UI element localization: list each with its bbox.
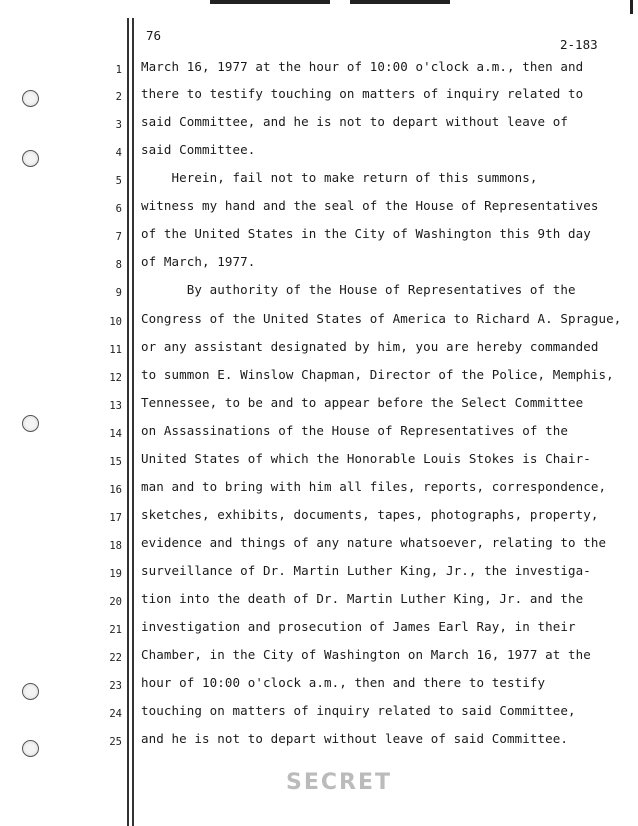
body-text-line: said Committee, and he is not to depart without leave of [141,114,569,129]
body-text-line: hour of 10:00 o'clock a.m., then and there to testify [141,675,546,690]
top-redaction-bar [350,0,450,4]
body-text-line: Chamber, in the City of Washington on March 16, 1977 at the [141,647,591,662]
body-text-line: of March, 1977. [141,254,256,269]
body-text-line: said Committee. [141,142,256,157]
line-number: 10 [109,316,122,328]
line-number: 21 [109,624,122,636]
line-number: 15 [109,456,122,468]
line-number: 20 [109,596,122,608]
line-number: 19 [109,568,122,580]
body-text-line: witness my hand and the seal of the House of Representatives [141,198,599,213]
line-number: 3 [115,119,122,131]
line-number: 11 [109,344,122,356]
body-text-line: sketches, exhibits, documents, tapes, photographs, property, [141,507,599,522]
body-text-line: surveillance of Dr. Martin Luther King, Jr., the investiga- [141,563,591,578]
left-margin-rule [132,18,134,826]
body-text-line: investigation and prosecution of James Earl Ray, in their [141,619,576,634]
line-number: 22 [109,652,122,664]
line-number: 25 [109,736,122,748]
classification-stamp: SECRET [286,770,392,795]
document-id: 2-183 [560,37,598,52]
line-number: 13 [109,400,122,412]
left-margin-rule [127,18,129,826]
body-text-line: Congress of the United States of America to Richard A. Sprague, [141,311,622,326]
line-number: 23 [109,680,122,692]
body-text-line: evidence and things of any nature whatsoever, relating to the [141,535,607,550]
punch-hole [22,740,39,757]
line-number: 7 [115,231,122,243]
body-text-line: or any assistant designated by him, you are hereby commanded [141,339,599,354]
body-text-line: to summon E. Winslow Chapman, Director of the Police, Memphis, [141,367,614,382]
line-number: 1 [115,64,122,76]
body-text-line: Tennessee, to be and to appear before the Select Committee [141,395,584,410]
line-number: 9 [115,287,122,299]
body-text-line: of the United States in the City of Washington this 9th day [141,226,591,241]
body-text-line: and he is not to depart without leave of said Committee. [141,731,569,746]
body-text-line: on Assassinations of the House of Representatives of the [141,423,569,438]
line-number: 5 [115,175,122,187]
line-number: 16 [109,484,122,496]
line-number: 17 [109,512,122,524]
punch-hole [22,150,39,167]
body-text-line: there to testify touching on matters of inquiry related to [141,86,584,101]
punch-hole [22,415,39,432]
body-text-line: man and to bring with him all files, reports, correspondence, [141,479,607,494]
line-number: 14 [109,428,122,440]
edge-mark [630,0,633,14]
line-number: 18 [109,540,122,552]
page-number: 76 [146,28,162,43]
line-number: 2 [115,91,122,103]
line-number: 24 [109,708,122,720]
body-text-line: Herein, fail not to make return of this summons, [141,170,538,185]
line-number: 12 [109,372,122,384]
body-text-line: March 16, 1977 at the hour of 10:00 o'clock a.m., then and [141,59,584,74]
line-number: 4 [115,147,122,159]
line-number: 6 [115,203,122,215]
body-text-line: touching on matters of inquiry related to said Committee, [141,703,576,718]
punch-hole [22,90,39,107]
body-text-line: By authority of the House of Representatives of the [141,282,576,297]
top-redaction-bar [210,0,330,4]
body-text-line: tion into the death of Dr. Martin Luther King, Jr. and the [141,591,584,606]
body-text-line: United States of which the Honorable Louis Stokes is Chair- [141,451,591,466]
punch-hole [22,683,39,700]
line-number: 8 [115,259,122,271]
